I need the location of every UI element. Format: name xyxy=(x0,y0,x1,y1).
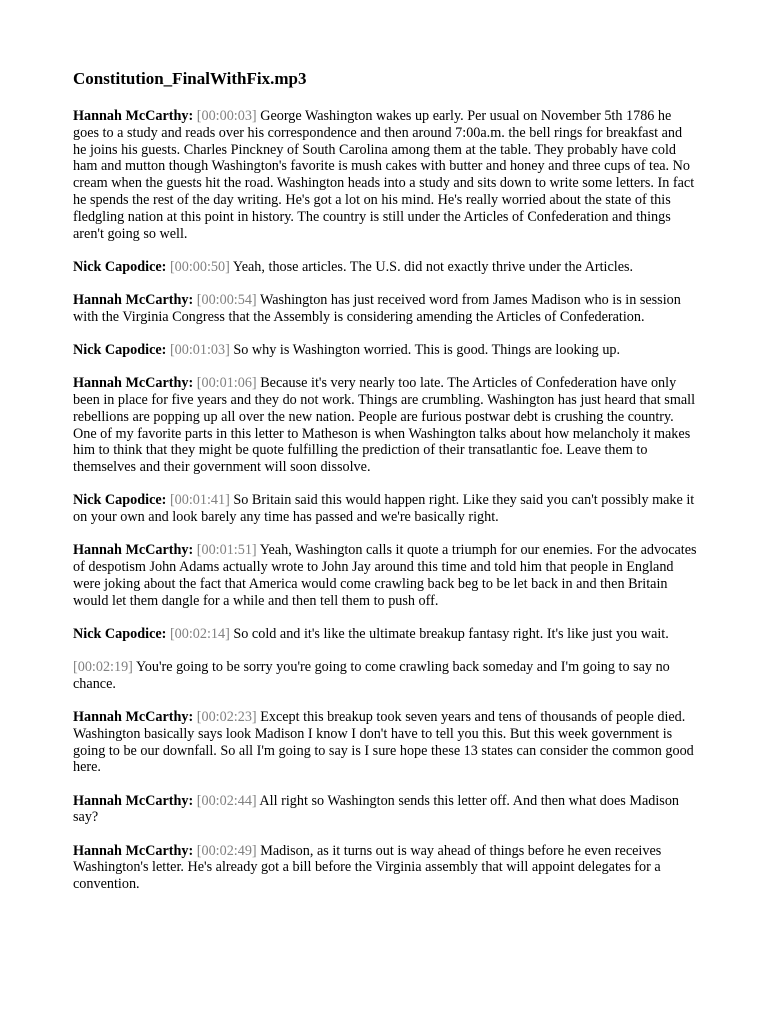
transcript-entry xyxy=(73,659,697,693)
utterance-text: Because it's very nearly too late. The Articles of Confederation have only been in place for five years and they do not work. Things are crumbling. Washington has just heard that small rebellions are popping up all over the new nation. People are furious postwar debt is crushing the country. One of my favorite parts in this letter to Matheson is when Washington talks about how melancholy it makes him to think that they might be quote fulfilling the prediction of their transatlantic foe. Leave them to themselves and their government will soon dissolve. xyxy=(73,375,696,476)
timestamp: [00:02:44] xyxy=(196,792,257,809)
utterance-text: Except this breakup took seven years and tens of thousands of people died. Washington basically says look Madison I know I don't have to tell you this. But this week government is going to be our downfall. So all I'm going to say is I sure hope these 13 states can consider the common good here. xyxy=(73,709,694,776)
speaker-name: Nick Capodice: xyxy=(73,492,167,509)
timestamp: [00:01:51] xyxy=(196,542,257,559)
transcript-entry xyxy=(73,709,697,776)
timestamp: [00:02:19] xyxy=(73,659,133,676)
utterance-text: You're going to be sorry you're going to come crawling back someday and I'm going to say no chance. xyxy=(73,659,670,692)
transcript-entry xyxy=(73,292,697,326)
transcript-entry xyxy=(73,342,697,359)
transcript-entries xyxy=(73,108,697,893)
utterance-text: So cold and it's like the ultimate breakup fantasy right. It's like just you wait. xyxy=(233,625,669,642)
utterance-text: Madison, as it turns out is way ahead of things before he even receives Washington's letter. He's already got a bill before the Virginia assembly that will appoint delegates for a convention. xyxy=(73,842,662,893)
utterance-text: Washington has just received word from James Madison who is in session with the Virginia Congress that the Assembly is considering amending the Articles of Confederation. xyxy=(73,291,681,325)
speaker-name: Hannah McCarthy: xyxy=(73,291,194,308)
speaker-name: Hannah McCarthy: xyxy=(73,375,194,392)
timestamp: [00:00:50] xyxy=(169,258,230,275)
utterance-text: All right so Washington sends this letter off. And then what does Madison say? xyxy=(73,792,680,826)
timestamp: [00:02:23] xyxy=(196,709,257,726)
transcript-entry xyxy=(73,542,697,609)
timestamp: [00:02:14] xyxy=(169,625,230,642)
timestamp: [00:02:49] xyxy=(196,842,257,859)
transcript-entry xyxy=(73,108,697,242)
transcript-entry xyxy=(73,492,697,526)
speaker-name: Hannah McCarthy: xyxy=(73,842,194,859)
timestamp: [00:01:41] xyxy=(169,492,230,509)
speaker-name: Nick Capodice: xyxy=(73,341,167,358)
speaker-name: Nick Capodice: xyxy=(73,625,167,642)
transcript-entry xyxy=(73,259,697,276)
document-title: Constitution_FinalWithFix.mp3 xyxy=(73,69,307,88)
timestamp: [00:01:06] xyxy=(196,375,257,392)
utterance-text: Yeah, those articles. The U.S. did not exactly thrive under the Articles. xyxy=(232,258,634,275)
utterance-text: So why is Washington worried. This is good. Things are looking up. xyxy=(233,341,621,358)
speaker-name: Hannah McCarthy: xyxy=(73,709,194,726)
utterance-text: Yeah, Washington calls it quote a triumph for our enemies. For the advocates of despotism John Adams actually wrote to John Jay around this time and told him that people in England were joking about the fact that America would come crawling back beg to be let back in and then Britain would let them dangle for a while and then tell them to push off. xyxy=(73,542,697,609)
utterance-text: So Britain said this would happen right. Like they said you can't possibly make it on your own and look barely any time has passed and we're basically right. xyxy=(73,492,695,526)
transcript-entry xyxy=(73,843,697,893)
transcript-entry xyxy=(73,375,697,476)
speaker-name: Nick Capodice: xyxy=(73,258,167,275)
transcript-page xyxy=(73,68,697,909)
timestamp: [00:00:03] xyxy=(196,108,257,124)
transcript-entry xyxy=(73,626,697,643)
utterance-text: George Washington wakes up early. Per usual on November 5th 1786 he goes to a study and reads over his correspondence and then around 7:00a.m. the bell rings for breakfast and he joins his guests. Charles Pinckney of South Carolina among them at the table. They probably have cold ham and mutton though Washington's favorite is mush cakes with butter and honey and three cups of tea. No cream when the guests hit the road. Washington heads into a study and sits down to write some letters. In fact he spends the rest of the day writing. He's got a lot on his mind. He's really worried about the state of this fledgling nation at this point in history. The country is still under the Articles of Confederation and things aren't going so well. xyxy=(73,108,695,242)
speaker-name: Hannah McCarthy: xyxy=(73,542,194,559)
timestamp: [00:00:54] xyxy=(196,291,257,308)
transcript-entry xyxy=(73,793,697,827)
speaker-name: Hannah McCarthy: xyxy=(73,792,194,809)
timestamp: [00:01:03] xyxy=(169,341,230,358)
speaker-name: Hannah McCarthy: xyxy=(73,108,194,124)
